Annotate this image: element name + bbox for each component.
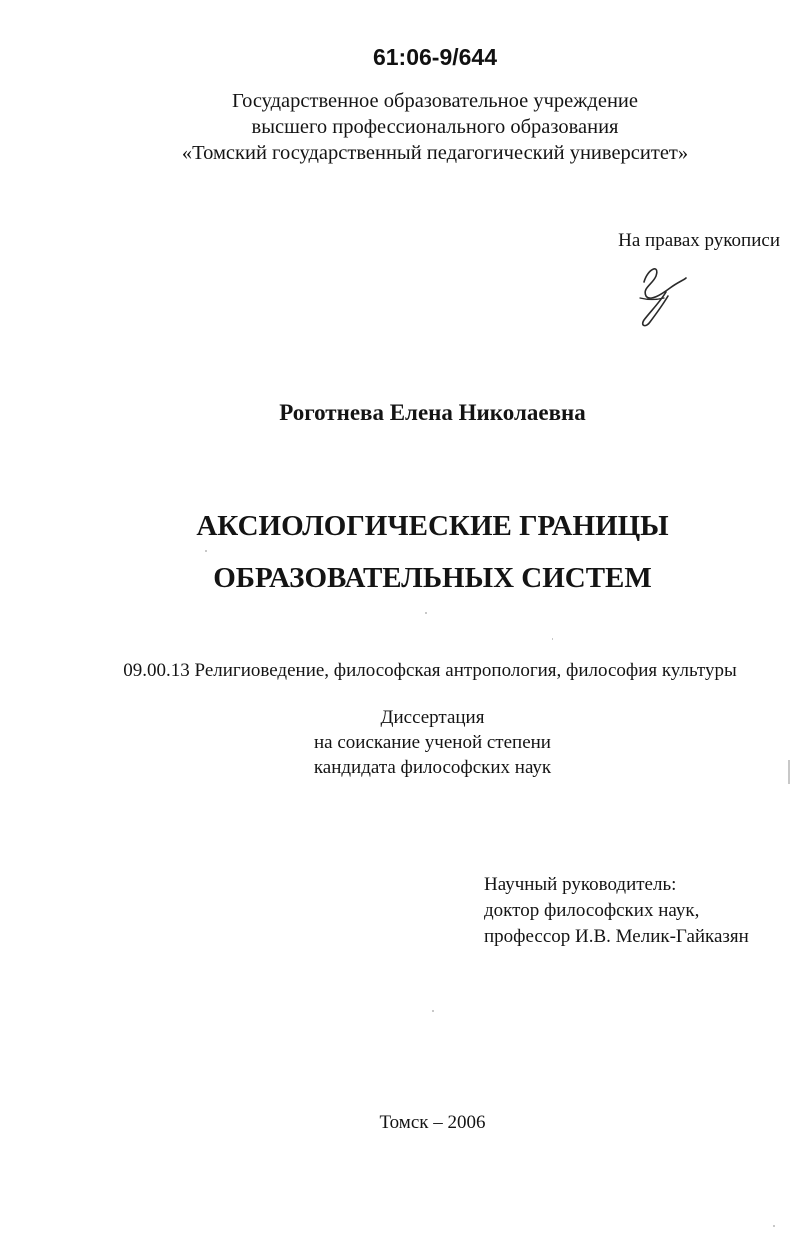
institution-block [120, 88, 750, 166]
supervisor-line-1: Научный руководитель: [484, 874, 677, 895]
author-name: Роготнева Елена Николаевна [279, 400, 586, 425]
scan-speck [425, 612, 427, 614]
institution-line-2: высшего профессионального образования [251, 116, 619, 138]
supervisor-line-2: доктор философских наук, [484, 900, 700, 921]
scan-speck [552, 638, 553, 640]
institution-line-3: «Томский государственный педагогический университет» [181, 142, 689, 164]
supervisor-line-3: профессор И.В. Мелик-Гайказян [484, 926, 749, 947]
supervisor-block [484, 872, 784, 950]
scan-speck [432, 1010, 434, 1012]
title-line-1: АКСИОЛОГИЧЕСКИЕ ГРАНИЦЫ [196, 510, 669, 542]
institution-line-1: Государственное образовательное учреждение [232, 90, 638, 112]
degree-block [240, 705, 625, 780]
scan-speck [773, 1225, 775, 1227]
title-line-2: ОБРАЗОВАТЕЛЬНЫХ СИСТЕМ [213, 562, 652, 594]
degree-line-2: на соискание ученой степени [314, 732, 551, 753]
degree-line-3: кандидата философских наук [313, 757, 552, 778]
manuscript-rights: На правах рукописи [618, 230, 780, 251]
degree-line-1: Диссертация [380, 707, 485, 728]
scan-speck [205, 550, 207, 552]
dissertation-title [150, 500, 715, 604]
scan-speck [788, 760, 790, 784]
handwritten-signature [626, 262, 696, 330]
city-year: Томск – 2006 [379, 1112, 486, 1133]
catalog-number: 61:06-9/644 [372, 44, 498, 70]
specialty-code: 09.00.13 Религиоведение, философская антропология, философия культуры [123, 660, 737, 681]
